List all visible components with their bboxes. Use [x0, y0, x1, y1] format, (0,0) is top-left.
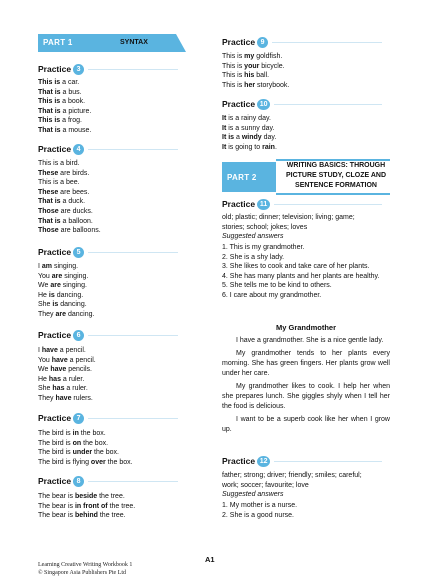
part1-label: PART 1 [43, 38, 73, 47]
practice-8-lines [38, 492, 135, 521]
story-paragraph: I have a grandmother. She is a nice gentle lady. [236, 337, 384, 344]
practice-8-line: The bear is behind the tree. [38, 512, 126, 520]
answer-item: 4. She has many plants and her plants are healthy. [222, 272, 380, 280]
practice-4-line: These are birds. [38, 169, 90, 177]
practice-10-line: It is going to rain. [222, 143, 277, 151]
practice-12-suggested-label: Suggested answers [222, 491, 284, 499]
practice-4-word: Practice [38, 144, 72, 154]
practice-3-line: That is a picture. [38, 107, 92, 115]
part2-title-3: SENTENCE FORMATION [295, 182, 377, 189]
practice-5-line: You are singing. [38, 272, 89, 280]
practice-5-line: They are dancing. [38, 310, 95, 318]
practice-12-word: Practice [222, 456, 256, 466]
practice-6-line: I have a pencil. [38, 347, 86, 354]
practice-6-line: They have rulers. [38, 394, 93, 402]
practice-12-answers [222, 501, 390, 520]
practice-6-line: You have a pencil. [38, 356, 96, 364]
practice-7-heading [38, 413, 178, 424]
practice-11-heading [222, 199, 382, 210]
practice-7-line: The bird is under the box. [38, 449, 119, 457]
practice-4-heading [38, 144, 178, 155]
practice-12-words-line-2: work; soccer; favourite; love [222, 481, 309, 489]
practice-8-number: 8 [73, 476, 84, 487]
answer-item: 1. This is my grandmother. [222, 244, 305, 251]
answer-item: 5. She tells me to be kind to others. [222, 282, 332, 290]
practice-8-line: The bear is beside the tree. [38, 493, 125, 500]
practice-9-line: This is her storybook. [222, 81, 290, 89]
practice-10-heading [222, 99, 382, 110]
practice-9-lines [222, 52, 289, 90]
practice-12-words-line-1: father; strong; driver; friendly; smiles; careful; [222, 472, 362, 479]
answer-item: 6. I care about my grandmother. [222, 291, 322, 299]
practice-11-words-line-1: old; plastic; dinner; television; living; game; [222, 214, 355, 221]
practice-4-line: This is a bee. [38, 179, 80, 187]
practice-5-heading [38, 247, 178, 258]
practice-3-heading [38, 64, 178, 75]
practice-11-suggested-label: Suggested answers [222, 233, 284, 241]
part1-corner [176, 34, 186, 52]
practice-3-word: Practice [38, 64, 72, 74]
practice-6-heading [38, 330, 178, 341]
practice-6-word: Practice [38, 330, 72, 340]
practice-5-number: 5 [73, 247, 84, 258]
practice-12-number: 12 [257, 456, 270, 467]
practice-4-line: That is a balloon. [38, 217, 93, 225]
answer-item: 2. She is a shy lady. [222, 253, 285, 261]
story-paragraph: My grandmother tends to her plants every morning. She has green fingers. Her plants grow well under her care. [222, 350, 390, 377]
practice-8-line: The bear is in front of the tree. [38, 502, 136, 510]
practice-8-word: Practice [38, 476, 72, 486]
answer-item: 3. She likes to cook and take care of her plants. [222, 263, 370, 271]
answer-item: 2. She is a good nurse. [222, 511, 294, 519]
practice-11-answers [222, 243, 390, 301]
part2-label: PART 2 [227, 173, 257, 182]
practice-7-line: The bird is flying over the box. [38, 458, 133, 466]
part1-title: SYNTAX [120, 39, 148, 46]
practice-10-line: It is a rainy day. [222, 115, 271, 122]
practice-11-number: 11 [257, 199, 270, 210]
practice-9-line: This is my goldfish. [222, 53, 283, 60]
practice-11-words [222, 213, 390, 242]
practice-4-line: Those are ducks. [38, 207, 93, 215]
practice-5-lines [38, 262, 94, 320]
practice-7-line: The bird is on the box. [38, 439, 109, 447]
part2-bottom-rule [276, 193, 390, 195]
practice-9-word: Practice [222, 37, 256, 47]
part2-banner [222, 162, 390, 192]
practice-6-line: We have pencils. [38, 366, 92, 374]
page-number: A1 [205, 555, 215, 564]
practice-4-number: 4 [73, 144, 84, 155]
practice-10-line: It is a windy day. [222, 134, 277, 142]
practice-3-line: That is a bus. [38, 88, 82, 96]
practice-6-lines [38, 346, 96, 404]
part2-title-1: WRITING BASICS: THROUGH [286, 162, 386, 169]
practice-3-line: This is a frog. [38, 117, 82, 125]
story-title: My Grandmother [275, 323, 336, 332]
part1-banner [38, 34, 186, 52]
story-paragraph: My grandmother likes to cook. I help her when she prepares lunch. She giggles shyly when I tell her the food is delicious. [222, 383, 390, 410]
footer [38, 562, 132, 577]
practice-5-word: Practice [38, 247, 72, 257]
part2-top-rule [276, 159, 390, 161]
practice-12-words [222, 471, 390, 500]
practice-5-line: She is dancing. [38, 301, 87, 309]
practice-3-line: That is a mouse. [38, 126, 92, 134]
practice-9-number: 9 [257, 37, 268, 48]
practice-7-lines [38, 429, 133, 467]
practice-3-lines [38, 78, 91, 136]
practice-5-line: We are singing. [38, 282, 87, 290]
practice-7-line: The bird is in the box. [38, 430, 106, 437]
practice-4-line: These are bees. [38, 188, 90, 196]
practice-9-line: This is his ball. [222, 72, 270, 80]
practice-10-lines [222, 114, 277, 152]
practice-6-line: She has a ruler. [38, 385, 88, 393]
answer-item: 1. My mother is a nurse. [222, 502, 298, 509]
practice-3-line: This is a book. [38, 98, 86, 106]
practice-4-line: This is a bird. [38, 160, 80, 167]
practice-7-word: Practice [38, 413, 72, 423]
practice-5-line: I am singing. [38, 263, 79, 270]
practice-11-words-line-2: stories; school; jokes; loves [222, 223, 308, 231]
practice-4-line: Those are balloons. [38, 227, 101, 235]
practice-7-number: 7 [73, 413, 84, 424]
practice-4-lines [38, 159, 101, 236]
practice-10-word: Practice [222, 99, 256, 109]
part2-title-2: PICTURE STUDY, CLOZE AND [285, 172, 387, 179]
practice-9-line: This is your bicycle. [222, 62, 285, 70]
practice-10-number: 10 [257, 99, 270, 110]
practice-3-line: This is a car. [38, 79, 80, 86]
story-text [222, 336, 390, 438]
practice-6-number: 6 [73, 330, 84, 341]
practice-10-line: It is a sunny day. [222, 124, 275, 132]
practice-6-line: He has a ruler. [38, 375, 85, 383]
practice-5-line: He is dancing. [38, 291, 84, 299]
practice-11-word: Practice [222, 199, 256, 209]
footer-line-1: Learning Creative Writing Workbook 1 [38, 562, 133, 568]
practice-3-number: 3 [73, 64, 84, 75]
practice-8-heading [38, 476, 178, 487]
practice-4-line: That is a duck. [38, 198, 86, 206]
footer-line-2: © Singapore Asia Publishers Pte Ltd [38, 569, 127, 576]
story-paragraph: I want to be a superb cook like her when I grow up. [222, 416, 390, 433]
practice-12-heading [222, 456, 382, 467]
practice-9-heading [222, 37, 382, 48]
